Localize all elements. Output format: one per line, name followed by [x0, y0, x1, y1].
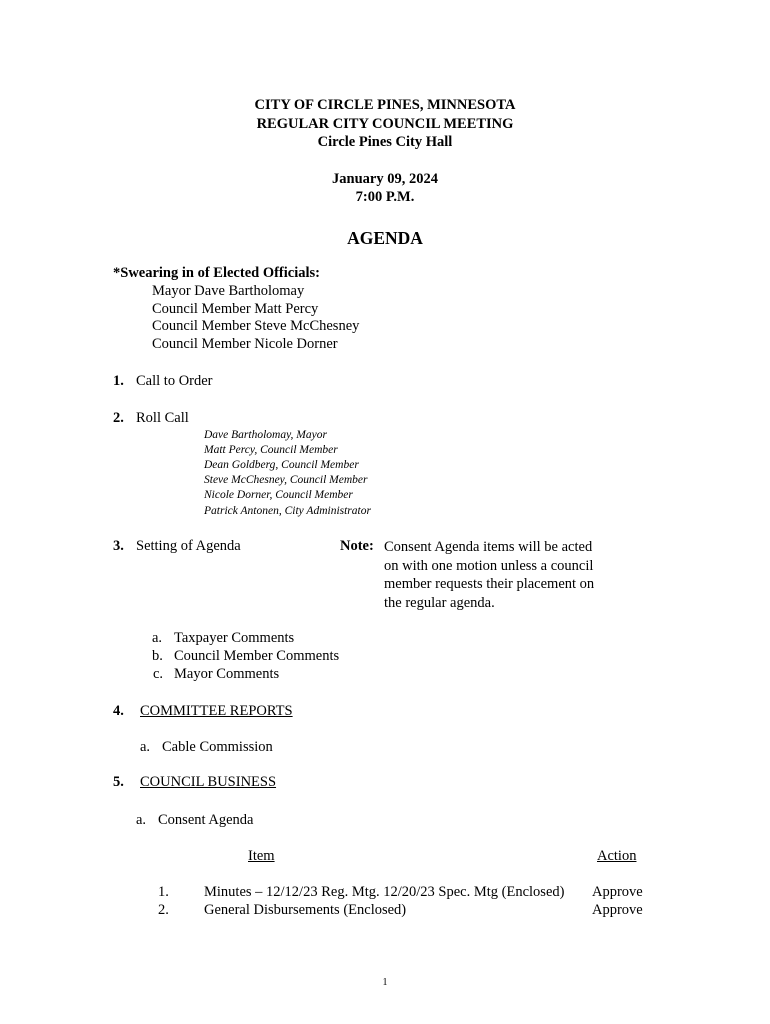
note-line: the regular agenda. [384, 594, 495, 611]
official-item: Council Member Steve McChesney [152, 318, 360, 334]
meeting-date: January 09, 2024 [332, 171, 438, 187]
item-1-label: Call to Order [136, 373, 213, 389]
official-item: Council Member Matt Percy [152, 301, 319, 317]
note-label: Note: [340, 538, 374, 554]
item-5-label: COUNCIL BUSINESS [140, 774, 277, 790]
roster-item: Dean Goldberg, Council Member [204, 459, 359, 471]
table-row-number: 1. [158, 884, 169, 900]
item-3-label: Setting of Agenda [136, 538, 241, 554]
subitem-letter: a. [140, 739, 151, 755]
subitem-text: Consent Agenda [158, 812, 254, 828]
meeting-location: Circle Pines City Hall [317, 134, 453, 150]
agenda-title: AGENDA [347, 228, 423, 248]
item-2-number: 2. [113, 410, 124, 426]
meeting-time: 7:00 P.M. [355, 189, 415, 205]
subitem-letter: a. [152, 630, 163, 646]
item-1-number: 1. [113, 373, 124, 389]
city-title: CITY OF CIRCLE PINES, MINNESOTA [254, 97, 516, 113]
note-line: Consent Agenda items will be acted [384, 539, 593, 555]
item-4-number: 4. [113, 703, 124, 719]
roster-item: Dave Bartholomay, Mayor [204, 429, 327, 441]
table-row-item: General Disbursements (Enclosed) [204, 902, 407, 918]
swearing-heading: *Swearing in of Elected Officials: [113, 265, 321, 281]
meeting-title: REGULAR CITY COUNCIL MEETING [256, 116, 514, 132]
note-line: member requests their placement on [384, 576, 595, 592]
subitem-text: Council Member Comments [174, 648, 340, 664]
note-line: on with one motion unless a council [384, 557, 594, 574]
table-header-item: Item [248, 848, 275, 864]
table-row-number: 2. [158, 902, 169, 918]
roster-item: Patrick Antonen, City Administrator [204, 505, 371, 517]
table-row-action: Approve [592, 884, 643, 900]
table-row-action: Approve [592, 902, 643, 918]
subitem-text: Cable Commission [162, 739, 273, 755]
subitem-letter: a. [136, 812, 147, 828]
official-item: Mayor Dave Bartholomay [152, 283, 305, 299]
subitem-text: Mayor Comments [174, 666, 280, 682]
roster-item: Nicole Dorner, Council Member [204, 489, 353, 501]
note-text [384, 538, 594, 612]
roster-item: Matt Percy, Council Member [204, 444, 338, 456]
subitem-letter: b. [152, 648, 163, 664]
roster-item: Steve McChesney, Council Member [204, 474, 368, 486]
item-3-number: 3. [113, 538, 124, 554]
subitem-letter: c. [153, 666, 164, 682]
item-4-label: COMMITTEE REPORTS [140, 703, 293, 719]
page-number: 1 [382, 977, 388, 988]
official-item: Council Member Nicole Dorner [152, 336, 338, 352]
table-row-item: Minutes – 12/12/23 Reg. Mtg. 12/20/23 Spec. Mtg (Enclosed) [204, 884, 565, 900]
item-5-number: 5. [113, 774, 124, 790]
table-header-action: Action [597, 848, 637, 864]
item-2-label: Roll Call [136, 410, 189, 426]
subitem-text: Taxpayer Comments [174, 630, 295, 646]
